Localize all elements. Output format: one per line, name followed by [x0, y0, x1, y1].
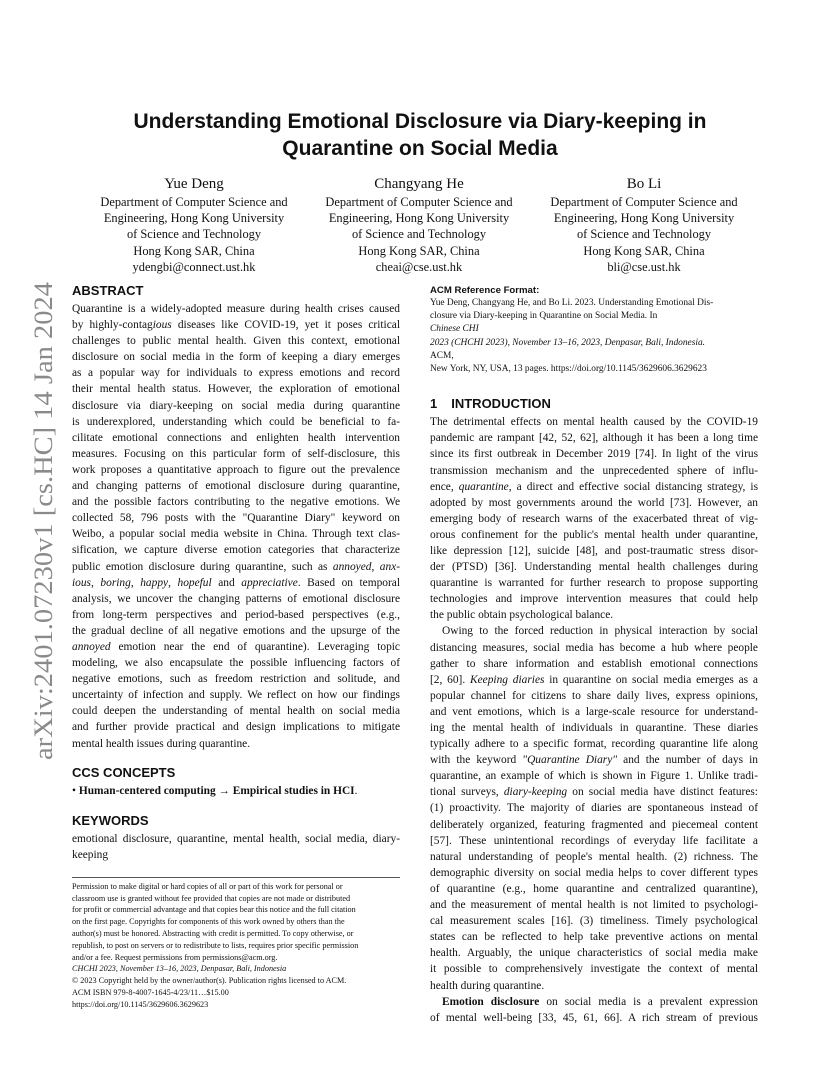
title-line-2: Quarantine on Social Media	[282, 137, 558, 160]
text-line: (1) proactivity. The majority of diaries are spontaneous instead of	[430, 802, 758, 815]
text-line: and vent emotions, which is a large-scale resource for understand-	[430, 705, 758, 718]
text-line: quarantine, an example of which is shown in Figure 1. Unlike tradi-	[430, 770, 758, 783]
copyright-line: © 2023 Copyright held by the owner/author(s). Publication rights licensed to ACM.	[72, 976, 347, 986]
right-column	[430, 284, 758, 1026]
section-number: 1	[430, 396, 438, 412]
text-line: of quarantine (e.g., home quarantine and centralized quarantine),	[430, 882, 758, 895]
text-line: uncertainty of infection and supply. We reflect on how our findings	[72, 689, 400, 702]
text-line: emerging body of research warns of the exacerbated threat of vig-	[430, 512, 758, 525]
permission-line: republish, to post on servers or to redistribute to lists, requires prior specific permission	[72, 940, 359, 950]
text-line: from long-term perspectives and period-based perspectives (e.g.,	[72, 608, 400, 621]
text-line: ious, boring, happy, hopeful and appreciative. Based on temporal	[72, 576, 401, 589]
keywords-body	[72, 831, 400, 863]
ccs-bullet: •	[72, 784, 76, 797]
permission-line: for profit or commercial advantage and that copies bear this notice and the full citation	[72, 905, 356, 915]
text-line: public emotion disclosure during quarantine, such as annoyed, anx-	[72, 560, 400, 573]
text-line: adopted by most governments around the world [73]. However, an	[430, 496, 758, 509]
acm-ref-venue-italic: Chinese CHI	[430, 324, 479, 335]
text-line: states can be reflected to help take preventive actions on mental	[430, 931, 758, 944]
author-block	[86, 174, 752, 275]
text-line: their mental health status. However, the exploration of emotional	[72, 383, 400, 396]
text-line: annoyed emotion near the end of quarantine). Leveraging topic	[72, 640, 400, 653]
permission-line: author(s) must be honored. Abstracting with credit is permitted. To copy otherwise, or	[72, 929, 354, 938]
acm-ref-line-3-rest: ACM,	[430, 350, 454, 361]
text-line: cilitate emotional connections and enlighten health intervention	[72, 431, 400, 444]
author-affiliation-line: Engineering, Hong Kong University	[328, 211, 510, 226]
author-affiliation-line: Department of Computer Science and	[550, 195, 738, 209]
permission-venue	[72, 963, 400, 975]
emotion-disclosure-bold: Emotion disclosure	[442, 995, 540, 1008]
text-line: is underexplored, understanding which could be beneficial to fa-	[72, 415, 400, 428]
paper-title	[90, 108, 750, 162]
ccs-term-1: Human-centered computing	[78, 784, 216, 797]
intro-p3-line-1	[430, 994, 758, 1010]
text-line: and changing patterns of emotional disclosure during quarantine,	[72, 480, 400, 493]
text-line: since its first outbreak in December 2019 [74]. In light of the virus	[430, 448, 758, 461]
author-affiliation-line: Department of Computer Science and	[100, 195, 288, 209]
venue-line: CHCHI 2023, November 13–16, 2023, Denpasar, Bali, Indonesia	[72, 964, 287, 974]
abstract-heading: ABSTRACT	[72, 283, 144, 298]
text-line: cal measurement scales [16]. (3) timeliness. Timely psychological	[430, 915, 758, 928]
text-line: health. Arguably, the unique characteristics of social media make	[430, 947, 758, 960]
author-affiliation-line: Hong Kong SAR, China	[358, 243, 480, 258]
acm-reference-heading: ACM Reference Format:	[430, 285, 540, 296]
text-line: ing the mental health of individuals in quarantine. These diaries	[430, 722, 758, 734]
text-line: orous confinement for the public's mental health under quarantine,	[430, 528, 758, 541]
acm-ref-line-3	[430, 337, 758, 363]
permission-line: and/or a fee. Request permissions from permissions@acm.org.	[72, 952, 278, 962]
text-line: Weibo, a popular social media website in China. Through text clas-	[72, 528, 400, 541]
author-email[interactable]: cheai@cse.ust.hk	[375, 259, 463, 274]
intro-paragraph-1	[430, 414, 758, 623]
intro-paragraph-3	[430, 994, 758, 1026]
author-name: Changyang He	[374, 176, 464, 192]
keywords-heading: KEYWORDS	[72, 812, 149, 828]
text-line: typically adhere to a specific format, recording quarantine life along	[430, 738, 758, 751]
author-card	[86, 174, 302, 275]
abstract-body	[72, 301, 400, 752]
text-line: and the possible factors contributing to the negative emotions. We	[72, 496, 400, 509]
text-line: transmission mechanism and the unprecedented sphere of influ-	[430, 464, 758, 477]
left-column	[72, 282, 400, 1011]
intro-p3-line-1-rest: on social media is a prevalent expression	[539, 995, 758, 1008]
acm-ref-line-2-text: closure via Diary-keeping in Quarantine on Social Media. In	[430, 311, 658, 322]
author-name: Yue Deng	[164, 176, 224, 192]
author-affiliation-line: of Science and Technology	[126, 227, 262, 242]
acm-ref-line-2	[430, 310, 758, 336]
text-line: and further provide practical and design implications to mitigate	[72, 721, 400, 734]
text-line: Owing to the forced reduction in physical interaction by social	[442, 625, 758, 638]
ccs-heading: CCS CONCEPTS	[72, 764, 176, 780]
text-line: work proposes a quantitative approach to figure out the prevalence	[72, 463, 400, 476]
text-line: could deepen the understanding of mental health on social media	[72, 705, 400, 718]
permission-divider	[72, 877, 400, 878]
author-affiliation-line: Engineering, Hong Kong University	[103, 211, 285, 226]
text-line: demographic diversity on social media helps to cover different types	[430, 866, 758, 879]
text-line: and the measurement of mental health is not limited to psychologi-	[430, 899, 758, 912]
text-line: quarantine is warranted for further research to propose supporting	[430, 577, 758, 590]
text-line: as a popular way for individuals to express emotions and record	[72, 367, 400, 380]
text-line: measures. Focusing on this particular form of self-disclosure, this	[72, 447, 400, 460]
author-card	[536, 174, 752, 275]
text-line: tional surveys, diary-keeping on social media have distinct features:	[430, 786, 758, 799]
text-line: der (PTSD) [36]. Understanding mental health challenges during	[430, 561, 758, 574]
ccs-end: .	[354, 784, 358, 797]
arxiv-identifier-stamp	[8, 280, 68, 760]
text-line: ence, quarantine, a direct and effective social distancing strategy, is	[430, 480, 759, 493]
text-line: The detrimental effects on mental health caused by the COVID-19	[430, 416, 758, 429]
author-name: Bo Li	[626, 176, 662, 192]
acm-reference-body	[430, 297, 758, 376]
title-line-1: Understanding Emotional Disclosure via Diary-keeping in	[133, 110, 707, 133]
acm-ref-venue-italic-2: 2023 (CHCHI 2023), November 13–16, 2023, Denpasar, Bali, Indonesia.	[430, 337, 705, 348]
doi-line[interactable]: https://doi.org/10.1145/3629606.3629623	[72, 999, 209, 1009]
keywords-line-2: keeping	[72, 848, 109, 861]
permission-line: Permission to make digital or hard copies of all or part of this work for personal or	[72, 881, 343, 891]
text-line: like depression [12], suicide [48], and post-traumatic stress disor-	[430, 544, 758, 557]
text-line: distancing measures, social media has become a hub where people	[430, 641, 758, 654]
author-email[interactable]: ydengbi@connect.ust.hk	[132, 259, 256, 274]
text-line: [2, 60]. Keeping diaries in quarantine on social media emerges as a	[430, 673, 758, 686]
intro-paragraph-2	[430, 623, 758, 993]
text-line: gather to share information and establish emotional connections	[430, 657, 758, 670]
text-line: technologies and improve intervention measures that could help	[430, 593, 758, 606]
text-line: [57]. These unintentional recordings of everyday life facilitate a	[430, 834, 758, 847]
author-affiliation-line: Department of Computer Science and	[325, 195, 513, 209]
keywords-line-1: emotional disclosure, quarantine, mental health, social media, diary-	[72, 832, 400, 845]
text-line: analysis, we uncover the changing patterns of emotional disclosure	[72, 592, 400, 605]
acm-ref-line-1: Yue Deng, Changyang He, and Bo Li. 2023. Understanding Emotional Dis-	[430, 298, 714, 308]
text-line: deliberately organized, featuring fragmented and piecemeal content	[430, 818, 758, 831]
author-card	[311, 174, 527, 275]
ccs-term-2: Empirical studies in HCI	[232, 784, 355, 797]
isbn-line: ACM ISBN 979-8-4007-1645-4/23/11…$15.00	[72, 987, 229, 997]
author-affiliation-line: Hong Kong SAR, China	[583, 243, 705, 258]
text-line: natural understanding of people's mental health. (2) richness. The	[430, 850, 758, 863]
ccs-concept-item	[72, 783, 400, 799]
text-line: the gradual decline of all negative emotions and the upsurge of the	[72, 624, 400, 637]
text-line: sification, we capture diverse emotion categories that characterize	[72, 544, 400, 557]
ccs-arrow-icon: →	[218, 784, 230, 797]
acm-ref-line-4: New York, NY, USA, 13 pages. https://doi.org/10.1145/3629606.3629623	[430, 364, 707, 375]
permission-notice	[72, 881, 400, 964]
text-line: it possible to comprehensively investigate the context of mental	[430, 963, 758, 976]
text-line: disclosure via diary-keeping on social media during quarantine	[72, 399, 400, 412]
section-title: INTRODUCTION	[451, 396, 551, 412]
arxiv-stamp-text: arXiv:2401.07230v1 [cs.HC] 14 Jan 2024	[29, 323, 58, 760]
arxiv-stamp-svg	[8, 280, 68, 760]
intro-p3-line-2: of mental well-being [33, 45, 61, 66]. A rich stream of previous	[430, 1011, 758, 1024]
permission-line: on the first page. Copyrights for components of this work owned by others than the	[72, 917, 345, 927]
introduction-heading	[430, 395, 758, 412]
text-line: modeling, we also encapsulate the possible influencing factors of	[72, 657, 400, 670]
author-affiliation-line: Hong Kong SAR, China	[133, 243, 255, 258]
text-line: by highly-contagious diseases like COVID-19, yet it poses critical	[72, 319, 400, 332]
text-line: mental health issues during quarantine.	[72, 737, 251, 750]
author-affiliation-line: of Science and Technology	[351, 227, 487, 242]
author-affiliation-line: of Science and Technology	[576, 227, 712, 242]
text-line: the public obtain psychological balance.	[430, 609, 614, 622]
permission-line: classroom use is granted without fee provided that copies are not made or distributed	[72, 893, 351, 903]
text-line: popular channel for citizens to share daily lives, express opinions,	[430, 689, 758, 702]
text-line: collected 58, 796 posts with the "Quarantine Diary" keyword on	[72, 512, 400, 525]
author-email[interactable]: bli@cse.ust.hk	[607, 259, 681, 274]
text-line: disclosure on social media in the form of keeping a diary emerges	[72, 351, 400, 364]
text-line: with the keyword "Quarantine Diary" and the number of days in	[430, 754, 758, 767]
text-line: challenges to public mental health. Given this context, emotional	[72, 335, 400, 348]
text-line: negative emotions, such as freedom restriction and solitude, and	[72, 673, 400, 686]
text-line: health during quarantine.	[430, 979, 545, 992]
text-line: pandemic are rampant [42, 52, 62], although it has been a long time	[430, 432, 758, 445]
permission-copyright	[72, 975, 400, 1010]
author-affiliation-line: Engineering, Hong Kong University	[553, 211, 735, 226]
text-line: Quarantine is a widely-adopted measure during health crises caused	[72, 303, 400, 315]
